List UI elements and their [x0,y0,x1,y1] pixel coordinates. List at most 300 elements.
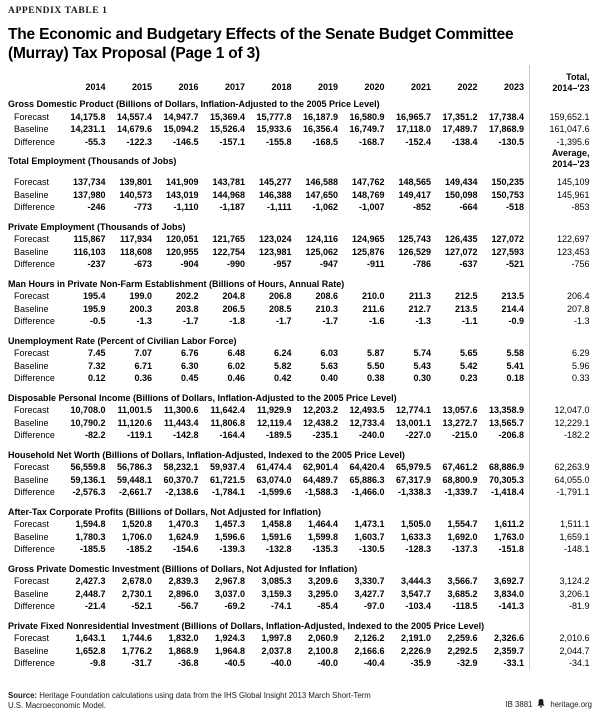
data-table [8,63,592,670]
value-cell: 17,351.2 [442,111,478,122]
table-section [8,506,592,556]
value-cell: 12,774.1 [395,405,431,415]
value-cell: 141,909 [165,177,199,187]
summary-cell: 12,047.0 [554,405,590,415]
section-title: Household Net Worth (Billions of Dollars, Inflation-Adjusted, Indexed to the 2005 Price Level) [8,449,405,460]
value-cell: 199.0 [129,291,152,301]
value-cell: 14,557.4 [116,111,152,122]
value-cell: 127,593 [491,246,524,257]
value-cell: 17,738.4 [488,111,524,122]
value-cell: 2,100.8 [307,645,338,656]
summary-cell: 2,044.7 [559,645,590,656]
table-row [8,518,592,531]
value-cell: 13,001.1 [395,417,431,428]
year-column-header: 2021 [410,81,431,92]
table-row [8,347,592,360]
table-row [8,657,592,670]
table-section [8,563,592,613]
value-cell: -33.1 [503,658,524,668]
row-label: Forecast [14,111,50,122]
table-section [8,98,592,148]
value-cell: -2,576.3 [72,487,106,497]
value-cell: -521 [505,259,524,269]
value-cell: 13,057.6 [442,405,478,415]
value-cell: 11,300.6 [163,405,199,415]
row-label: Baseline [14,417,49,428]
table-section [8,449,592,499]
row-label: Forecast [14,462,50,472]
section-title: Unemployment Rate (Percent of Civilian Labor Force) [8,335,237,346]
value-cell: -52.1 [131,601,152,611]
table-row [8,315,592,328]
value-cell: 1,603.7 [354,531,385,542]
value-cell: 6.48 [227,348,245,358]
value-cell: 17,489.7 [442,124,478,134]
summary-cell: -182.2 [563,430,590,440]
value-cell: 15,094.2 [163,124,199,134]
value-cell: 15,777.8 [256,111,292,122]
value-cell: 127,072 [444,246,478,257]
value-cell: 13,358.9 [488,405,524,415]
value-cell: 120,955 [165,246,199,257]
value-cell: 210.0 [361,291,385,301]
value-cell: -157.1 [219,136,245,147]
summary-cell: 3,206.1 [559,588,590,599]
value-cell: 125,876 [351,246,385,257]
value-cell: 123,024 [258,234,292,244]
value-cell: 1,473.1 [354,519,385,529]
summary-cell: -148.1 [563,544,590,554]
issue-number: IB 3881 [505,700,533,709]
table-row [8,111,592,124]
value-cell: 17,868.9 [488,124,524,134]
page-title-line2: (Murray) Tax Proposal (Page 1 of 3) [8,45,260,62]
value-cell: 2,326.6 [493,633,524,643]
value-cell: 0.23 [459,373,478,383]
value-cell: -138.4 [451,136,478,147]
value-cell: 137,980 [72,189,106,200]
value-cell: -85.4 [317,601,338,611]
value-cell: 122,754 [212,246,245,257]
value-cell: 14,231.1 [70,124,106,134]
table-row [8,461,592,474]
value-cell: 11,929.9 [256,405,292,415]
footer-publication-info [505,699,592,711]
value-cell: 10,790.2 [70,417,106,428]
value-cell: -119.1 [126,430,152,440]
value-cell: 116,103 [73,246,106,257]
value-cell: 200.3 [129,303,152,314]
section-header-row [8,278,592,291]
page-title [8,25,592,63]
summary-cell: -34.1 [568,658,590,668]
row-label: Difference [14,316,55,326]
value-cell: 208.5 [268,303,292,314]
value-cell: -168.7 [358,136,385,147]
value-cell: 117,934 [119,234,152,244]
value-cell: 1,520.8 [121,519,152,529]
table-row [8,486,592,499]
row-label: Baseline [14,189,49,200]
value-cell: 2,839.3 [168,576,199,586]
section-header-row [8,221,592,234]
value-cell: 2,359.7 [493,645,524,656]
value-cell: 1,924.3 [214,633,245,643]
value-cell: 7.32 [87,360,106,371]
value-cell: -1.3 [415,316,431,326]
value-cell: -82.2 [84,430,106,440]
summary-cell: 12,229.1 [554,417,590,428]
value-cell: -2,138.6 [165,487,199,497]
value-cell: 3,330.7 [354,576,385,586]
value-cell: 13,272.7 [442,417,478,428]
value-cell: -1.7 [275,316,292,326]
value-cell: 0.45 [180,373,199,383]
value-cell: 3,085.3 [261,576,292,586]
summary-cell: 145,109 [556,177,590,187]
value-cell: 62,901.4 [302,462,338,472]
value-cell: 3,209.6 [307,576,338,586]
value-cell: -1.7 [322,316,338,326]
value-cell: 3,834.0 [493,588,524,599]
value-cell: 195.4 [82,291,106,301]
row-label: Forecast [14,291,50,301]
value-cell: 14,679.6 [116,124,152,134]
value-cell: 67,317.9 [395,474,431,485]
value-cell: -1,338.3 [397,487,431,497]
value-cell: -9.8 [89,658,106,668]
value-cell: 2,037.8 [261,645,292,656]
value-cell: 2,896.0 [168,588,199,599]
value-cell: -1,110 [173,202,199,212]
value-cell: 148,769 [351,189,385,200]
value-cell: 12,119.4 [256,417,292,428]
value-cell: -40.0 [270,658,292,668]
value-cell: -168.5 [312,136,338,147]
summary-cell: 206.4 [566,291,590,301]
section-header-row [8,620,592,633]
value-cell: -36.8 [177,658,199,668]
value-cell: 125,062 [305,246,338,257]
value-cell: 11,120.6 [117,417,152,428]
table-section [8,221,592,271]
value-cell: 2,166.6 [354,645,385,656]
value-cell: 3,037.0 [214,588,245,599]
value-cell: 150,235 [491,177,524,187]
table-section [8,278,592,328]
value-cell: -518 [505,202,524,212]
value-cell: 211.3 [408,291,431,301]
value-cell: -227.0 [405,430,431,440]
value-cell: -69.2 [224,601,245,611]
total-column-header [529,72,592,93]
value-cell: 6.76 [180,348,199,358]
value-cell: 203.8 [175,303,199,314]
year-header-row [8,63,592,96]
row-label: Forecast [14,234,50,244]
value-cell: 2,292.5 [447,645,478,656]
table-row [8,645,592,658]
value-cell: -235.1 [312,430,338,440]
value-cell: 150,753 [491,189,524,200]
value-cell: 12,733.4 [349,417,385,428]
value-cell: 1,611.2 [494,519,524,529]
row-label: Baseline [14,246,49,257]
value-cell: 59,448.1 [116,474,152,485]
value-cell: 1,596.6 [214,531,245,542]
table-row [8,176,592,189]
row-label: Difference [14,373,55,383]
value-cell: -1,784.1 [211,487,245,497]
liberty-bell-icon [536,699,546,711]
value-cell: -97.0 [363,601,385,611]
value-cell: 68,800.9 [442,474,478,485]
value-cell: 195.9 [82,303,106,314]
section-title: Private Fixed Nonresidential Investment (Billions of Dollars, Inflation-Adjusted, Indexed to the 2005 Price Level) [8,620,485,631]
year-column-header: 2015 [131,81,152,92]
value-cell: -154.6 [172,544,199,554]
summary-cell: 6.29 [571,348,590,358]
summary-cell: 161,047.6 [549,124,590,134]
value-cell: 67,461.2 [442,462,478,472]
row-label: Baseline [14,645,49,656]
value-cell: 65,886.3 [349,474,385,485]
summary-cell: -1,395.6 [556,136,590,147]
summary-cell: 0.33 [571,373,590,383]
value-cell: 1,591.6 [261,531,292,542]
value-cell: 1,706.0 [121,531,152,542]
value-cell: 64,489.7 [302,474,338,485]
value-cell: 1,652.8 [75,645,106,656]
value-cell: 1,643.1 [75,633,106,643]
value-cell: -1,466.0 [351,487,385,497]
value-cell: 12,493.5 [349,405,385,415]
value-cell: 2,730.1 [121,588,152,599]
value-cell: -135.3 [312,544,338,554]
table-row [8,404,592,417]
source-note [8,691,371,711]
value-cell: 6.24 [273,348,292,358]
value-cell: 15,933.6 [256,124,292,134]
table-row [8,233,592,246]
table-row [8,303,592,316]
value-cell: 2,226.9 [400,645,431,656]
table-row [8,575,592,588]
value-cell: -0.9 [508,316,524,326]
value-cell: 126,529 [398,246,431,257]
value-cell: 1,744.6 [121,633,152,643]
table-row [8,632,592,645]
value-cell: 68,886.9 [488,462,524,472]
value-cell: 1,594.8 [75,519,106,529]
value-cell: -137.3 [451,544,478,554]
summary-cell: -1.3 [573,316,590,326]
section-header-row [8,449,592,462]
value-cell: -1.6 [368,316,385,326]
value-cell: 115,867 [73,234,106,244]
value-cell: -55.3 [84,136,106,147]
value-cell: -773 [133,202,152,212]
value-cell: 6.71 [134,360,152,371]
summary-cell: 62,263.9 [554,462,590,472]
table-section [8,148,592,214]
row-label: Forecast [14,576,50,586]
value-cell: 2,678.0 [121,576,152,586]
row-label: Forecast [14,348,50,358]
value-cell: 1,780.3 [75,531,106,542]
value-cell: -957 [273,259,292,269]
value-cell: 5.58 [506,348,524,358]
section-header-row [8,392,592,405]
year-column-header: 2017 [224,81,245,92]
value-cell: 63,074.0 [256,474,292,485]
value-cell: 211.6 [362,303,385,314]
value-cell: 124,116 [305,234,338,244]
value-cell: 1,599.8 [307,531,338,542]
value-cell: -1.7 [182,316,199,326]
value-cell: 126,435 [444,234,478,244]
value-cell: 3,685.2 [447,588,478,599]
summary-cell: 122,697 [556,234,590,244]
value-cell: 3,444.3 [400,576,431,586]
value-cell: 149,434 [444,177,478,187]
value-cell: 56,559.8 [70,462,106,472]
value-cell: 1,776.2 [121,645,152,656]
value-cell: 148,565 [398,177,431,187]
value-cell: 5.41 [506,360,524,371]
summary-cell: 159,652.1 [549,111,590,122]
value-cell: 1,692.0 [447,531,478,542]
value-cell: -0.5 [89,316,106,326]
value-cell: -990 [226,259,245,269]
year-column-header: 2019 [317,81,338,92]
value-cell: 143,019 [165,189,199,200]
section-title: Disposable Personal Income (Billions of Dollars, Inflation-Adjusted to the 2005 Price Level) [8,392,397,403]
value-cell: 14,947.7 [163,111,199,122]
value-cell: 1,624.9 [168,531,199,542]
value-cell: 1,458.8 [261,519,292,529]
table-row [8,372,592,385]
value-cell: 125,743 [398,234,431,244]
value-cell: 1,554.7 [447,519,478,529]
value-cell: -1,588.3 [304,487,338,497]
summary-cell: 1,511.1 [560,519,590,529]
summary-cell: -853 [571,202,590,212]
value-cell: 5.87 [366,348,385,358]
value-cell: -673 [133,259,152,269]
value-cell: -637 [459,259,478,269]
value-cell: 127,072 [491,234,524,244]
table-row [8,201,592,214]
value-cell: 12,203.2 [302,405,338,415]
value-cell: -1,111 [266,202,292,212]
value-cell: 5.42 [459,360,478,371]
year-column-header: 2022 [457,81,478,92]
average-header-line1: Average, [551,148,590,158]
value-cell: 3,547.7 [400,588,431,599]
value-cell: 61,474.4 [256,462,292,472]
value-cell: 202.2 [175,291,199,301]
value-cell: -132.8 [265,544,292,554]
value-cell: 206.5 [222,303,245,314]
value-cell: 56,786.3 [116,462,152,472]
table-section [8,620,592,670]
value-cell: 147,762 [351,177,385,187]
year-column-header: 2014 [85,81,106,92]
value-cell: -904 [180,259,199,269]
value-cell: 2,060.9 [307,633,338,643]
value-cell: 1,457.3 [214,519,245,529]
value-cell: 0.18 [506,373,524,383]
value-cell: 7.07 [134,348,152,358]
value-cell: -40.5 [224,658,245,668]
value-cell: 0.36 [134,373,152,383]
value-cell: 1,464.4 [307,519,338,529]
value-cell: 2,191.0 [400,633,431,643]
table-row [8,123,592,136]
value-cell: 3,427.7 [354,588,385,599]
year-column-header: 2020 [364,81,385,92]
value-cell: 0.12 [87,373,106,383]
value-cell: -1,007 [358,202,385,212]
value-cell: 208.6 [315,291,338,301]
value-cell: 5.82 [273,360,292,371]
value-cell: 5.74 [413,348,431,358]
value-cell: 61,721.5 [209,474,245,485]
value-cell: 6.02 [227,360,245,371]
table-row [8,543,592,556]
value-cell: -155.8 [265,136,292,147]
summary-cell: 64,055.0 [554,474,590,485]
table-row [8,417,592,430]
value-cell: 213.5 [501,291,524,301]
value-cell: -74.1 [270,601,292,611]
value-cell: 13,565.7 [488,417,524,428]
value-cell: -852 [412,202,431,212]
value-cell: 1,763.0 [493,531,524,542]
value-cell: 118,608 [119,246,152,257]
value-cell: -40.4 [363,658,385,668]
summary-cell: -1,791.1 [556,487,590,497]
value-cell: -215.0 [451,430,478,440]
value-cell: 3,692.7 [493,576,524,586]
value-cell: 214.4 [501,303,524,314]
value-cell: -947 [319,259,338,269]
value-cell: 6.03 [320,348,338,358]
value-cell: 6.30 [180,360,199,371]
value-cell: -786 [412,259,431,269]
value-cell: 143,781 [212,177,245,187]
value-cell: 60,370.7 [163,474,199,485]
table-row [8,136,592,149]
table-row [8,429,592,442]
value-cell: 64,420.4 [349,462,385,472]
value-cell: -118.5 [452,601,478,611]
value-cell: 2,126.2 [354,633,385,643]
value-cell: 120,051 [165,234,199,244]
value-cell: 149,417 [398,189,431,200]
year-column-header: 2018 [271,81,292,92]
section-header-row [8,563,592,576]
value-cell: 58,232.1 [163,462,199,472]
value-cell: 1,633.3 [400,531,431,542]
source-text-line1: Heritage Foundation calculations using data from the IHS Global Insight 2013 March Short-Term [39,691,371,700]
value-cell: 1,832.0 [168,633,199,643]
value-cell: 0.38 [366,373,385,383]
value-cell: 139,801 [119,177,152,187]
value-cell: -103.4 [405,601,431,611]
value-cell: 5.43 [413,360,431,371]
